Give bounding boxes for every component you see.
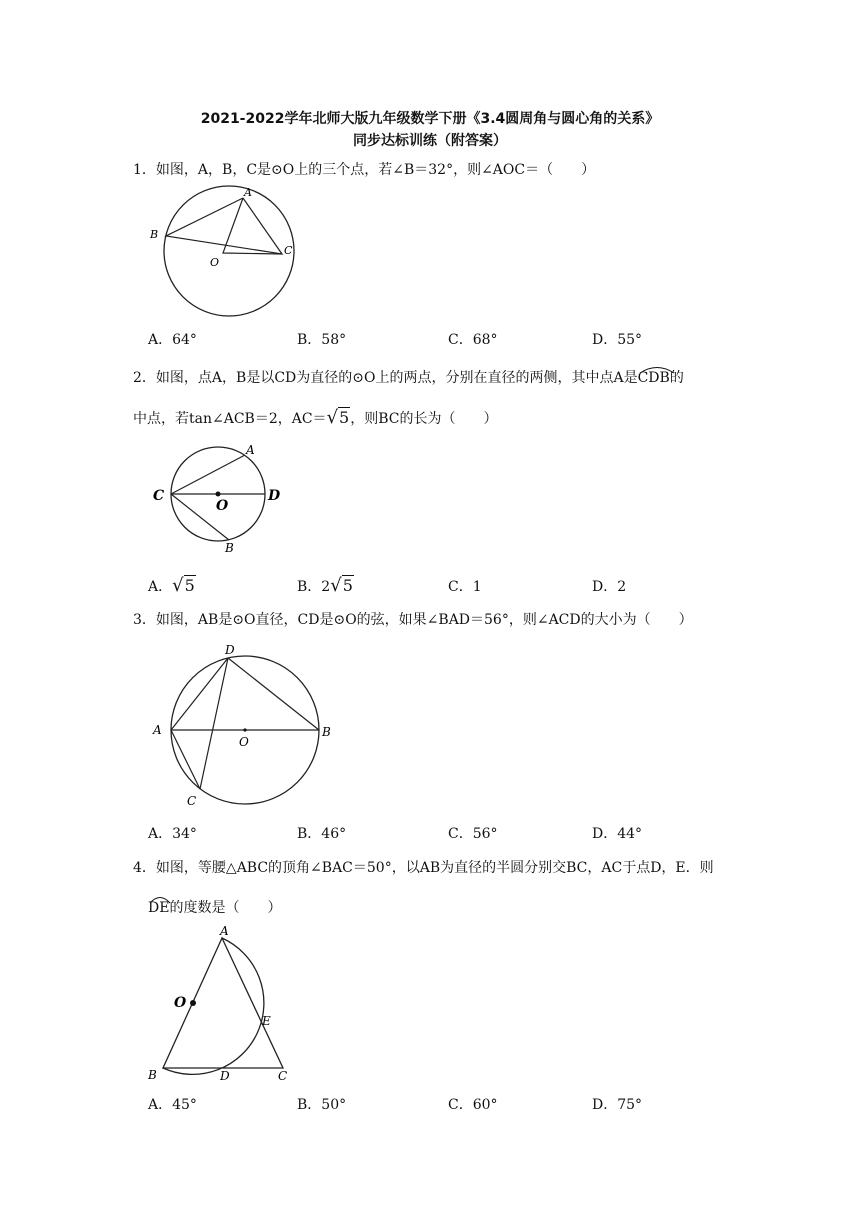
arc-notation: CDB bbox=[638, 370, 670, 386]
q3-option-d[interactable]: D．44° bbox=[592, 826, 643, 842]
question-1 bbox=[133, 159, 595, 179]
question-text-end: 的 bbox=[669, 370, 684, 386]
q1-option-a[interactable]: A．64° bbox=[148, 332, 197, 348]
question-text: 如图，点A，B是以CD为直径的⊙O上的两点，分别在直径的两侧，其中点A是 bbox=[155, 370, 638, 386]
page-subtitle: 同步达标训练（附答案） bbox=[353, 133, 507, 149]
q3-chord-db bbox=[228, 658, 319, 730]
page-title: 2021-2022学年北师大版九年级数学下册《3.4圆周角与圆心角的关系》 bbox=[200, 111, 660, 127]
question-text-end: 的度数是（ ） bbox=[169, 900, 282, 916]
question-text-end: ，则BC的长为（ ） bbox=[350, 411, 498, 427]
q3-label-d: D bbox=[225, 643, 235, 657]
q2-label-a: A bbox=[246, 443, 255, 457]
question-3 bbox=[133, 609, 693, 629]
q1-label-b: B bbox=[150, 228, 159, 241]
q4-label-a: A bbox=[220, 924, 229, 938]
question-number: 2． bbox=[133, 370, 156, 386]
q2-label-c: C bbox=[153, 488, 165, 504]
question-4-line2 bbox=[148, 897, 281, 917]
q4-option-a[interactable]: A．45° bbox=[148, 1097, 197, 1113]
q3-label-a: A bbox=[153, 723, 162, 737]
question-text: 中点，若tan∠ACB＝2，AC＝ bbox=[133, 411, 327, 427]
q1-label-a: A bbox=[244, 186, 252, 199]
q2-option-a[interactable]: A．√5 bbox=[148, 575, 195, 596]
question-2 bbox=[133, 367, 684, 387]
q1-option-c[interactable]: C．68° bbox=[448, 332, 498, 348]
question-2-line2 bbox=[133, 407, 498, 428]
q2-center-dot bbox=[216, 492, 221, 497]
q4-label-c: C bbox=[278, 1069, 288, 1083]
question-number: 4． bbox=[133, 860, 156, 876]
question-text: 如图，A，B，C是⊙O上的三个点，若∠B＝32°，则∠AOC＝（ ） bbox=[155, 162, 596, 178]
q4-center-dot bbox=[190, 1000, 196, 1006]
sqrt-expression: √5 bbox=[326, 407, 350, 428]
q4-option-d[interactable]: D．75° bbox=[592, 1097, 643, 1113]
q2-option-b[interactable]: B．2√5 bbox=[297, 575, 353, 596]
q2-option-d[interactable]: D．2 bbox=[592, 579, 627, 595]
q3-option-b[interactable]: B．46° bbox=[297, 826, 347, 842]
q3-label-c: C bbox=[187, 794, 197, 808]
q1-option-b[interactable]: B．58° bbox=[297, 332, 347, 348]
q4-label-e: E bbox=[262, 1014, 271, 1028]
q4-figure bbox=[140, 920, 300, 1085]
q3-chord-dc bbox=[200, 658, 228, 789]
q1-label-o: O bbox=[210, 256, 220, 269]
q3-chord-ac bbox=[171, 730, 200, 789]
question-4 bbox=[133, 857, 714, 877]
arc-notation: DE bbox=[148, 900, 169, 916]
q4-option-c[interactable]: C．60° bbox=[448, 1097, 498, 1113]
question-text: 如图，AB是⊙O直径，CD是⊙O的弦，如果∠BAD＝56°，则∠ACD的大小为（ ） bbox=[155, 612, 693, 628]
q4-label-d: D bbox=[220, 1069, 230, 1083]
q3-option-c[interactable]: C．56° bbox=[448, 826, 498, 842]
question-number: 3． bbox=[133, 612, 156, 628]
q3-option-a[interactable]: A．34° bbox=[148, 826, 197, 842]
q1-option-d[interactable]: D．55° bbox=[592, 332, 643, 348]
q2-chord-ca bbox=[171, 455, 245, 494]
q2-option-c[interactable]: C．1 bbox=[448, 579, 482, 595]
q2-label-d: D bbox=[268, 488, 281, 504]
q2-label-o: O bbox=[216, 498, 229, 514]
q1-figure bbox=[140, 180, 310, 320]
q3-chord-ad bbox=[171, 658, 228, 730]
question-text: 如图，等腰△ABC的顶角∠BAC＝50°，以AB为直径的半圆分别交BC，AC于点D，E．则 bbox=[155, 860, 714, 876]
q2-label-b: B bbox=[225, 541, 234, 555]
q1-label-c: C bbox=[284, 244, 293, 257]
q2-figure bbox=[145, 440, 295, 560]
q3-label-o: O bbox=[239, 735, 249, 749]
q3-figure bbox=[145, 640, 345, 815]
q3-label-b: B bbox=[322, 725, 331, 739]
q1-central-angle bbox=[223, 198, 282, 254]
q1-triangle bbox=[166, 198, 282, 254]
q4-label-b: B bbox=[148, 1068, 157, 1082]
q4-label-o: O bbox=[174, 995, 187, 1011]
question-number: 1． bbox=[133, 162, 156, 178]
q3-center-dot bbox=[243, 728, 246, 731]
q4-option-b[interactable]: B．50° bbox=[297, 1097, 347, 1113]
